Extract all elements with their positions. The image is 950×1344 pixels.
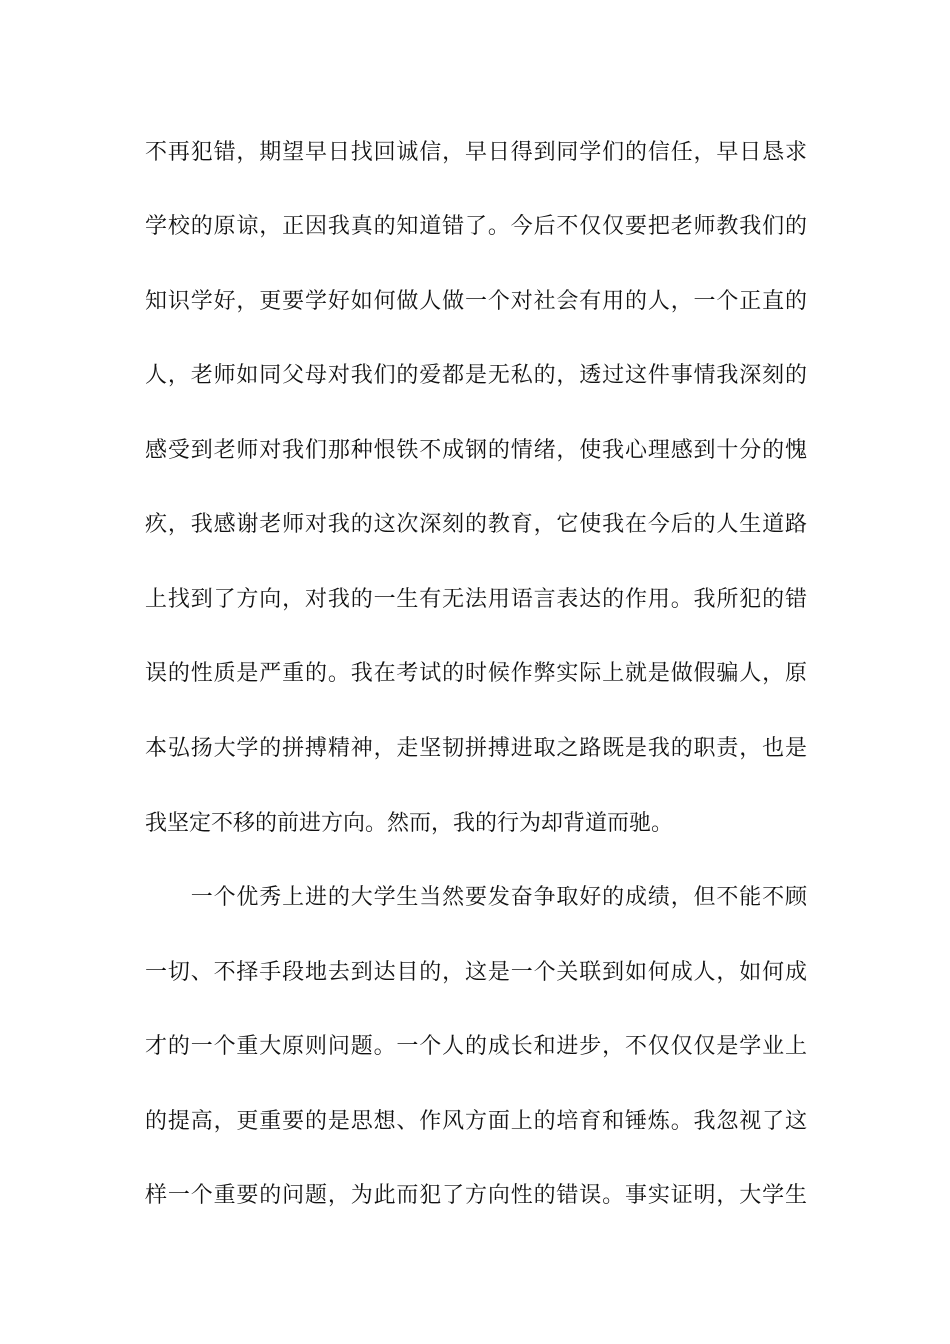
text-line-5: 感受到老师对我们那种恨铁不成钢的情绪，使我心理感到十分的愧 (145, 438, 807, 463)
text-line-10: 我坚定不移的前进方向。然而，我的行为却背道而驰。 (145, 811, 674, 836)
text-line-14: 的提高，更重要的是思想、作风方面上的培育和锤炼。我忽视了这 (145, 1109, 807, 1134)
text-line-7: 上找到了方向，对我的一生有无法用语言表达的作用。我所犯的错 (145, 587, 807, 612)
text-line-3: 知识学好，更要学好如何做人做一个对社会有用的人，一个正直的 (145, 289, 807, 314)
text-line-12: 一切、不择手段地去到达目的，这是一个关联到如何成人，如何成 (145, 960, 807, 985)
text-line-13: 才的一个重大原则问题。一个人的成长和进步，不仅仅仅是学业上 (145, 1034, 807, 1059)
text-line-11: 一个优秀上进的大学生当然要发奋争取好的成绩，但不能不顾 (145, 885, 807, 910)
text-line-9: 本弘扬大学的拼搏精神，走坚韧拼搏进取之路既是我的职责，也是 (145, 736, 807, 761)
text-line-6: 疚，我感谢老师对我的这次深刻的教育，它使我在今后的人生道路 (145, 512, 807, 537)
text-line-1: 不再犯错，期望早日找回诚信，早日得到同学们的信任，早日恳求 (145, 140, 807, 165)
text-line-8: 误的性质是严重的。我在考试的时候作弊实际上就是做假骗人，原 (145, 661, 807, 686)
text-line-4: 人，老师如同父母对我们的爱都是无私的，透过这件事情我深刻的 (145, 363, 807, 388)
text-line-15: 样一个重要的问题，为此而犯了方向性的错误。事实证明，大学生 (145, 1183, 807, 1208)
text-line-2: 学校的原谅，正因我真的知道错了。今后不仅仅要把老师教我们的 (145, 214, 807, 239)
